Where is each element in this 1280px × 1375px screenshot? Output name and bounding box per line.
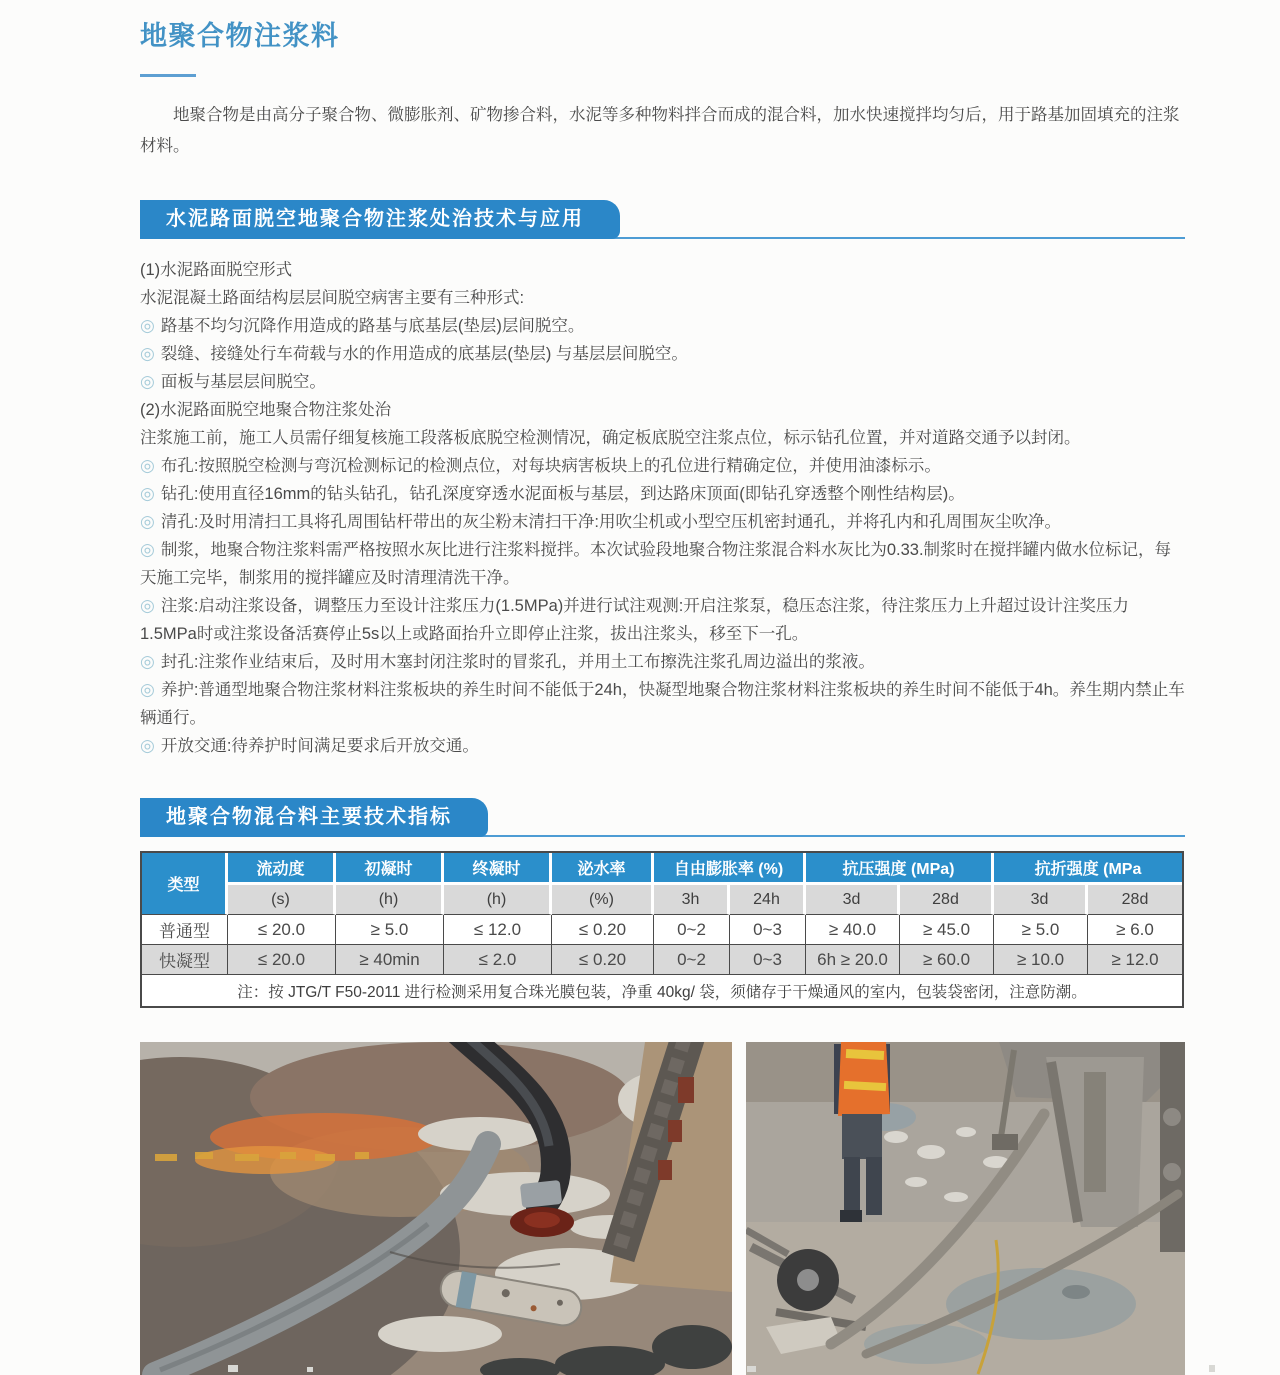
ring-bullet-icon: ◎	[140, 372, 155, 391]
table-header	[142, 853, 1182, 915]
table-subheader: 28d	[900, 885, 994, 915]
value-cell: ≥ 5.0	[336, 915, 444, 945]
photo-row	[140, 1042, 1185, 1375]
construction-site-grouting-photo	[746, 1042, 1185, 1375]
section2-banner-wrap	[140, 796, 1185, 837]
ring-bullet-icon: ◎	[140, 736, 155, 755]
body-paragraph: ◎ 清孔:及时用清扫工具将孔周围钻杆带出的灰尘粉末清扫干净:用吹尘机或小型空压机密封通孔，并将孔内和孔周围灰尘吹净。	[140, 512, 1062, 531]
value-cell: ≤ 20.0	[228, 945, 336, 975]
ring-bullet-icon: ◎	[140, 652, 155, 671]
section1-paragraphs	[140, 256, 1185, 760]
value-cell: 0~2	[654, 915, 730, 945]
table-row	[142, 945, 1182, 975]
table-header-group: 泌水率	[552, 853, 654, 885]
section2-banner: 地聚合物混合料主要技术指标	[140, 798, 488, 837]
value-cell: ≤ 12.0	[444, 915, 552, 945]
value-cell: 0~2	[654, 945, 730, 975]
value-cell: ≥ 6.0	[1088, 915, 1182, 945]
table-subheader: 3d	[994, 885, 1088, 915]
body-paragraph: ◎ 开放交通:待养护时间满足要求后开放交通。	[140, 736, 479, 755]
grout-hose-injection-port-photo	[140, 1042, 732, 1375]
value-cell: 6h ≥ 20.0	[806, 945, 900, 975]
ring-bullet-icon: ◎	[140, 512, 155, 531]
section1-banner: 水泥路面脱空地聚合物注浆处治技术与应用	[140, 200, 620, 239]
ring-bullet-icon: ◎	[140, 456, 155, 475]
body-paragraph: ◎ 路基不均匀沉降作用造成的路基与底基层(垫层)层间脱空。	[140, 316, 585, 335]
body-paragraph: ◎ 面板与基层层间脱空。	[140, 372, 326, 391]
table-subheader: 3d	[806, 885, 900, 915]
value-cell: ≥ 40min	[336, 945, 444, 975]
table-row	[142, 915, 1182, 945]
table-note: 注：按 JTG/T F50-2011 进行检测采用复合珠光膜包装，净重 40kg/ 袋，须储存于干燥通风的室内，包装袋密闭，注意防潮。	[142, 975, 1182, 1006]
page-title: 地聚合物注浆料	[140, 21, 340, 51]
value-cell: ≤ 0.20	[552, 945, 654, 975]
section1-banner-wrap	[140, 198, 1185, 239]
body-paragraph: ◎ 裂缝、接缝处行车荷载与水的作用造成的底基层(垫层) 与基层层间脱空。	[140, 344, 688, 363]
value-cell: ≤ 0.20	[552, 915, 654, 945]
table-subheader: 24h	[730, 885, 806, 915]
body-paragraph: 注浆施工前，施工人员需仔细复核施工段落板底脱空检测情况，确定板底脱空注浆点位，标示钻孔位置，并对道路交通予以封闭。	[140, 429, 1081, 447]
body-paragraph: ◎ 制浆，地聚合物注浆料需严格按照水灰比进行注浆料搅拌。本次试验段地聚合物注浆混合料水灰比为0.33.制浆时在搅拌罐内做水位标记，每天施工完毕，制浆用的搅拌罐应及时清理清洗干净。	[140, 540, 1172, 587]
table-subheader: (h)	[336, 885, 444, 915]
body-paragraph: (1)水泥路面脱空形式	[140, 261, 293, 279]
body-paragraph: 水泥混凝土路面结构层层间脱空病害主要有三种形式:	[140, 289, 525, 307]
body-paragraph: ◎ 注浆:启动注浆设备，调整压力至设计注浆压力(1.5MPa)并进行试注观测:开启注浆泵，稳压态注浆，待注浆压力上升超过设计注奖压力1.5MPa时或注浆设备活赛停止5s以上或路面抬升立即停止注浆，拔出注浆头，移至下一孔。	[140, 596, 1129, 643]
table-subheader: (h)	[444, 885, 552, 915]
value-cell: ≥ 45.0	[900, 915, 994, 945]
value-cell: 0~3	[730, 915, 806, 945]
table-subheader: (s)	[228, 885, 336, 915]
row-type-cell: 普通型	[142, 915, 228, 945]
intro-paragraph: 地聚合物是由高分子聚合物、微膨胀剂、矿物掺合料，水泥等多种物料拌合而成的混合料，加水快速搅拌均匀后，用于路基加固填充的注浆材料。	[140, 106, 1180, 155]
value-cell: ≥ 40.0	[806, 915, 900, 945]
table-subheader: 3h	[654, 885, 730, 915]
body-paragraph: (2)水泥路面脱空地聚合物注浆处治	[140, 401, 392, 419]
table-subheader: (%)	[552, 885, 654, 915]
table-note-row	[142, 975, 1182, 1006]
row-type-cell: 快凝型	[142, 945, 228, 975]
table-header-group: 抗折强度 (MPa	[994, 853, 1182, 885]
body-paragraph: ◎ 钻孔:使用直径16mm的钻头钻孔，钻孔深度穿透水泥面板与基层，到达路床顶面(即钻孔穿透整个刚性结构层)。	[140, 484, 965, 503]
title-underline	[140, 74, 196, 77]
table-header-group: 终凝时	[444, 853, 552, 885]
table-header-group: 流动度	[228, 853, 336, 885]
value-cell: ≤ 2.0	[444, 945, 552, 975]
ring-bullet-icon: ◎	[140, 484, 155, 503]
table-header-group: 初凝时	[336, 853, 444, 885]
table-header-group: 抗压强度 (MPa)	[806, 853, 994, 885]
ring-bullet-icon: ◎	[140, 316, 155, 335]
value-cell: ≥ 5.0	[994, 915, 1088, 945]
ring-bullet-icon: ◎	[140, 540, 155, 559]
next-row-photo-edges	[0, 1364, 1280, 1372]
value-cell: ≤ 20.0	[228, 915, 336, 945]
ring-bullet-icon: ◎	[140, 680, 155, 699]
body-paragraph: ◎ 布孔:按照脱空检测与弯沉检测标记的检测点位，对每块病害板块上的孔位进行精确定位，并使用油漆标示。	[140, 456, 941, 475]
technical-indicators-table	[140, 851, 1184, 1008]
body-paragraph: ◎ 封孔:注浆作业结束后，及时用木塞封闭注浆时的冒浆孔，并用土工布擦洗注浆孔周边溢出的浆液。	[140, 652, 875, 671]
table-body	[142, 915, 1182, 1006]
table-subheader: 28d	[1088, 885, 1182, 915]
table-header-group: 自由膨胀率 (%)	[654, 853, 806, 885]
ring-bullet-icon: ◎	[140, 344, 155, 363]
table-header-type: 类型	[142, 853, 228, 915]
value-cell: ≥ 10.0	[994, 945, 1088, 975]
value-cell: ≥ 60.0	[900, 945, 994, 975]
body-paragraph: ◎ 养护:普通型地聚合物注浆材料注浆板块的养生时间不能低于24h，快凝型地聚合物注浆材料注浆板块的养生时间不能低于4h。养生期内禁止车辆通行。	[140, 680, 1185, 727]
value-cell: ≥ 12.0	[1088, 945, 1182, 975]
ring-bullet-icon: ◎	[140, 596, 155, 615]
value-cell: 0~3	[730, 945, 806, 975]
